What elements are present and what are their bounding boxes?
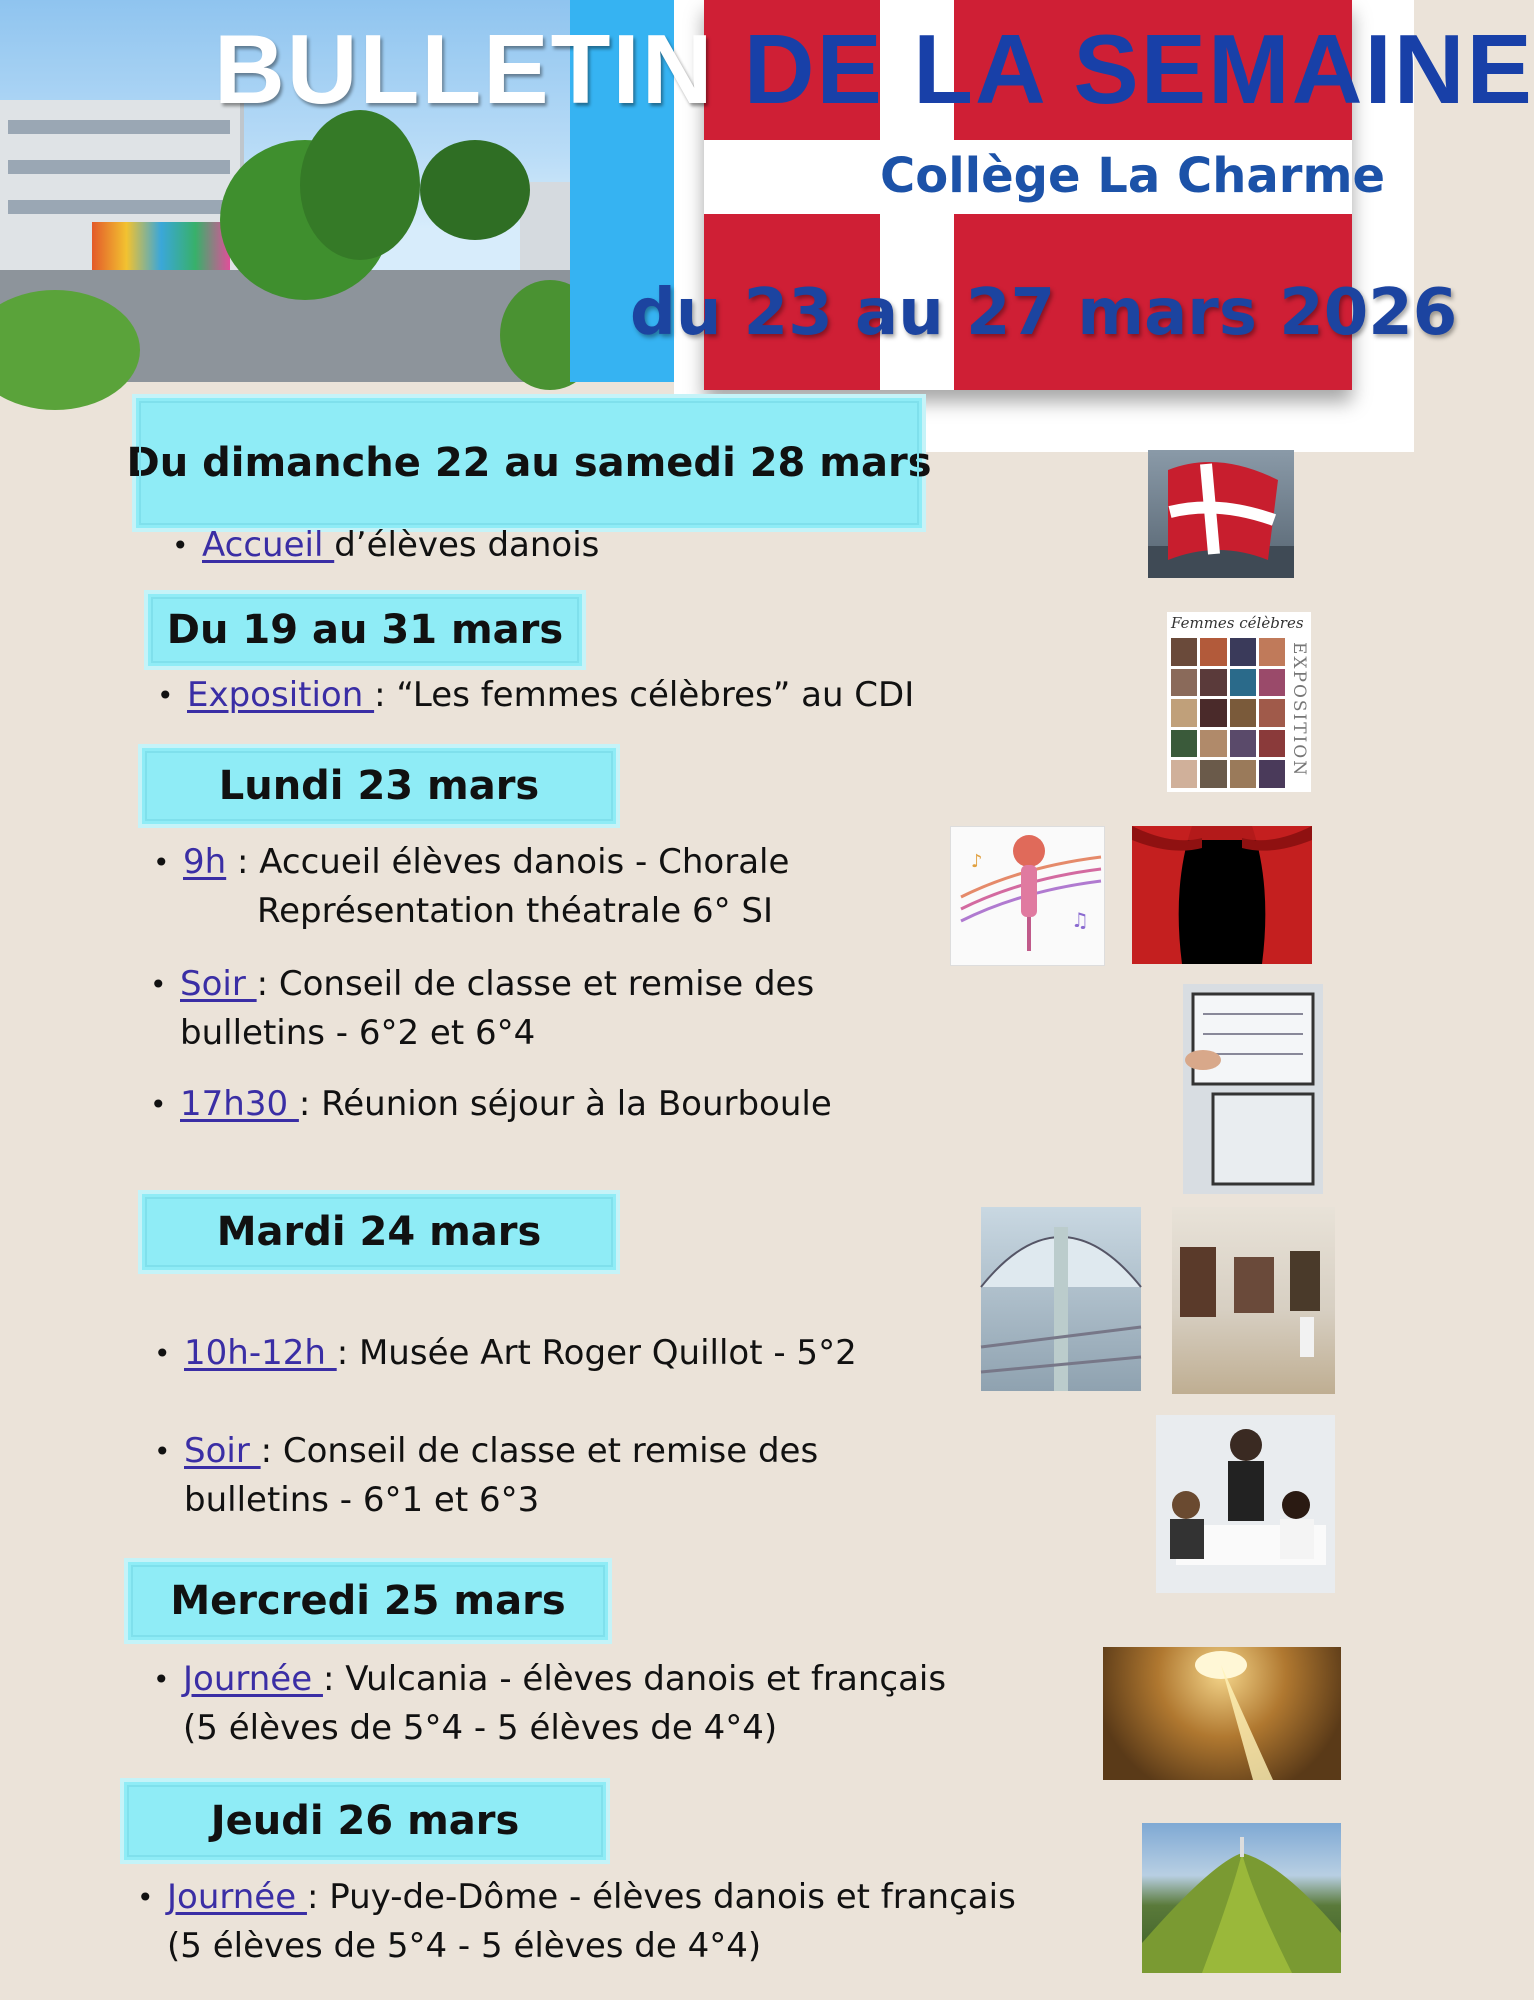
tree (300, 110, 420, 260)
item-link-journee[interactable]: Journée (167, 1877, 307, 1917)
list-item (172, 521, 600, 570)
section-heading-text: Jeudi 26 mars (210, 1798, 520, 1844)
item-text-line2: (5 élèves de 5°4 - 5 élèves de 4°4) (183, 1708, 778, 1748)
week-dates: du 23 au 27 mars 2026 (630, 276, 1458, 350)
bulletin-title (214, 14, 1534, 124)
item-link-soir[interactable]: Soir (180, 964, 257, 1004)
bullet-icon: • (153, 1663, 170, 1696)
header-banner (0, 0, 1534, 382)
item-link-soir[interactable]: Soir (184, 1431, 261, 1471)
item-text-line2: Représentation théatrale 6° SI (257, 891, 774, 931)
bullet-icon: • (172, 529, 189, 562)
item-link-9h[interactable]: 9h (183, 842, 227, 882)
section-heading-mercredi (124, 1558, 612, 1644)
bullet-icon: • (157, 679, 174, 712)
item-link-accueil[interactable]: Accueil (202, 525, 335, 565)
section-heading-mardi (138, 1190, 620, 1274)
svg-text:♫: ♫ (1071, 908, 1089, 932)
section-heading-text: Mardi 24 mars (216, 1209, 542, 1255)
expo-poster-side-label: EXPOSITION (1289, 642, 1309, 778)
item-text: : Accueil élèves danois - Chorale (226, 842, 790, 882)
item-text: : Vulcania - élèves danois et français (322, 1659, 947, 1699)
title-blue-part: DE LA SEMAINE (743, 14, 1534, 124)
item-text: : Musée Art Roger Quillot - 5°2 (336, 1333, 857, 1373)
item-link-10h-12h[interactable]: 10h-12h (184, 1333, 337, 1373)
item-link-exposition[interactable]: Exposition (187, 675, 375, 715)
list-item (150, 960, 815, 1058)
exposition-poster (1167, 612, 1311, 792)
section-heading-text: Du 19 au 31 mars (166, 607, 564, 653)
theatre-curtain-image (1132, 826, 1312, 964)
vulcania-dome-image (1103, 1647, 1341, 1780)
list-item (150, 1080, 832, 1129)
section-heading-text: Lundi 23 mars (218, 763, 540, 809)
class-council-documents-image (1183, 984, 1323, 1194)
museum-glass-dome-image (981, 1207, 1141, 1391)
museum-gallery-image (1172, 1207, 1335, 1394)
list-item (153, 838, 790, 936)
school-name: Collège La Charme (880, 148, 1386, 204)
expo-poster-title: Femmes célèbres (1171, 614, 1304, 632)
section-heading-text: Du dimanche 22 au samedi 28 mars (126, 440, 932, 486)
bullet-icon: • (137, 1881, 154, 1914)
item-link-journee[interactable]: Journée (183, 1659, 323, 1699)
item-text: : Conseil de classe et remise des (256, 964, 815, 1004)
tree (420, 140, 530, 240)
section-heading-week (126, 394, 932, 532)
section-heading-jeudi (120, 1778, 610, 1864)
puy-de-dome-image (1142, 1823, 1341, 1973)
list-item (137, 1873, 1016, 1971)
danish-flag-photo (1148, 450, 1294, 578)
class-meeting-image (1156, 1415, 1335, 1593)
item-text-line2: (5 élèves de 5°4 - 5 élèves de 4°4) (167, 1926, 762, 1966)
list-item (153, 1655, 947, 1753)
bullet-icon: • (150, 968, 167, 1001)
list-item (154, 1329, 857, 1378)
item-text: : Conseil de classe et remise des (260, 1431, 819, 1471)
bullet-icon: • (150, 1088, 167, 1121)
bullet-icon: • (154, 1435, 171, 1468)
list-item (157, 671, 915, 720)
item-text: d’élèves danois (334, 525, 600, 565)
section-heading-exposition (144, 590, 586, 670)
section-heading-text: Mercredi 25 mars (170, 1578, 566, 1624)
svg-text:♪: ♪ (971, 851, 983, 872)
section-heading-lundi (138, 744, 620, 828)
item-text-line2: bulletins - 6°1 et 6°3 (184, 1480, 540, 1520)
chorale-microphone-image (950, 826, 1105, 966)
item-text: : Réunion séjour à la Bourboule (298, 1084, 832, 1124)
bullet-icon: • (154, 1337, 171, 1370)
item-text: : “Les femmes célèbres” au CDI (374, 675, 915, 715)
item-text: : Puy-de-Dôme - élèves danois et français (306, 1877, 1016, 1917)
list-item (154, 1427, 819, 1525)
item-text-line2: bulletins - 6°2 et 6°4 (180, 1013, 536, 1053)
item-link-17h30[interactable]: 17h30 (180, 1084, 299, 1124)
title-white-part: BULLETIN (214, 14, 715, 124)
bullet-icon: • (153, 846, 170, 879)
